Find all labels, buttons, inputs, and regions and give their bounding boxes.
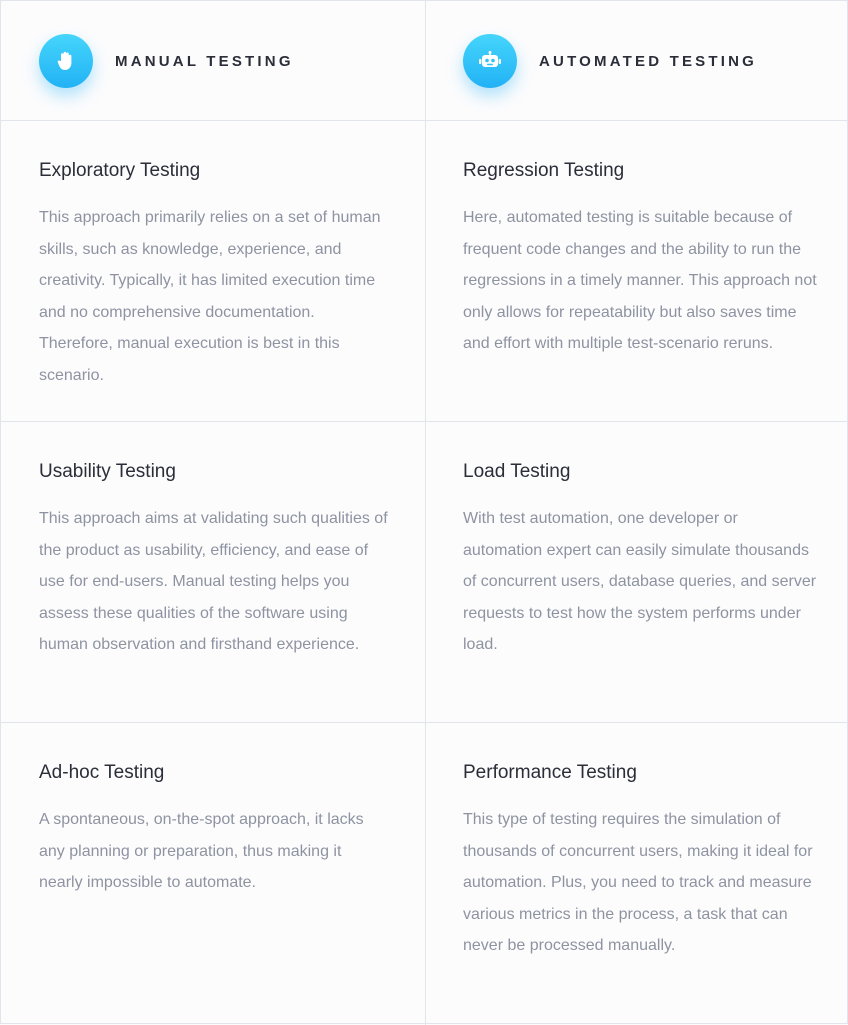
robot-icon: [463, 34, 517, 88]
performance-testing-cell: [425, 723, 848, 1023]
cell-description: A spontaneous, on-the-spot approach, it lacks any planning or preparation, thus making it nearly impossible to automate.: [39, 811, 364, 891]
hand-icon: [39, 34, 93, 88]
automated-testing-title: AUTOMATED TESTING: [539, 52, 758, 70]
cell-title: Regression Testing: [463, 160, 625, 181]
load-testing-cell: [425, 422, 848, 722]
ad-hoc-testing-cell: [1, 723, 425, 1023]
automated-testing-header: [425, 1, 848, 121]
cell-title: Ad-hoc Testing: [39, 762, 165, 783]
manual-testing-header: [1, 1, 425, 121]
manual-testing-title: MANUAL TESTING: [115, 52, 294, 70]
cell-description: With test automation, one developer or automation expert can easily simulate thousands of concurrent users, database queries, and server requests to test how the system performs under load.: [463, 510, 817, 653]
cell-title: Usability Testing: [39, 461, 176, 482]
cell-description: This type of testing requires the simulation of thousands of concurrent users, making it ideal for automation. Plus, you need to track and measure various metrics in the process, a task that can never be processed manually.: [463, 811, 813, 954]
cell-description: This approach primarily relies on a set of human skills, such as knowledge, experience, and creativity. Typically, it has limited execution time and no comprehensive documentation. Therefore, manual execution is best in this scenario.: [39, 209, 381, 384]
cell-title: Performance Testing: [463, 762, 637, 783]
usability-testing-cell: [1, 422, 425, 722]
cell-description: This approach aims at validating such qualities of the product as usability, efficiency, and ease of use for end-users. Manual testing helps you assess these qualities of the software using human observation and firsthand experience.: [39, 510, 388, 653]
cell-description: Here, automated testing is suitable because of frequent code changes and the ability to run the regressions in a timely manner. This approach not only allows for repeatability but also saves time and effort with multiple test-scenario reruns.: [463, 209, 817, 352]
exploratory-testing-cell: [1, 121, 425, 421]
cell-title: Load Testing: [463, 461, 571, 482]
cell-title: Exploratory Testing: [39, 160, 201, 181]
regression-testing-cell: [425, 121, 848, 421]
